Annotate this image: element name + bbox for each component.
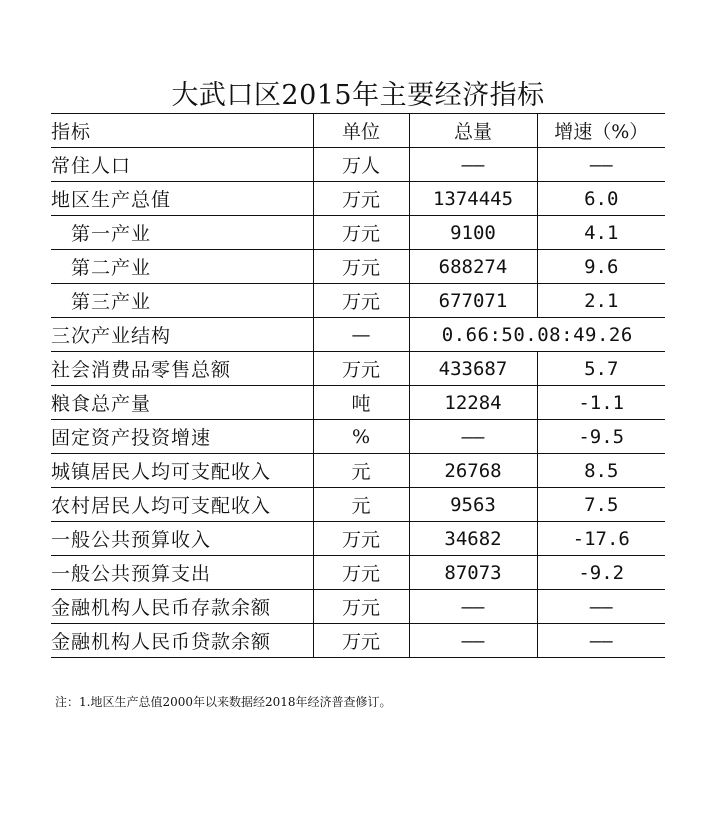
table-row — [51, 590, 665, 624]
page-title: 大武口区2015年主要经济指标 — [171, 80, 545, 111]
table-row — [51, 250, 665, 284]
row-total: 9100 — [409, 216, 537, 250]
row-unit: 万元 — [313, 522, 409, 556]
table-row — [51, 454, 665, 488]
header-indicator: 指标 — [51, 114, 313, 148]
row-growth: 2.1 — [537, 284, 665, 318]
row-unit: 万元 — [313, 352, 409, 386]
row-unit: 万元 — [313, 216, 409, 250]
row-unit: 万元 — [313, 556, 409, 590]
row-total: 688274 — [409, 250, 537, 284]
row-unit: 万元 — [313, 284, 409, 318]
row-unit: 万元 — [313, 182, 409, 216]
row-name: 第一产业 — [51, 216, 313, 250]
table-row — [51, 420, 665, 454]
row-unit: 元 — [313, 454, 409, 488]
row-unit: 吨 — [313, 386, 409, 420]
row-total: —— — [409, 148, 537, 182]
table-header-row — [51, 114, 665, 148]
row-total: 1374445 — [409, 182, 537, 216]
row-name: 常住人口 — [51, 148, 313, 182]
row-growth: 6.0 — [537, 182, 665, 216]
row-growth: 7.5 — [537, 488, 665, 522]
table-row — [51, 284, 665, 318]
row-total: 34682 — [409, 522, 537, 556]
row-name: 固定资产投资增速 — [51, 420, 313, 454]
header-total: 总量 — [409, 114, 537, 148]
row-unit: 万元 — [313, 590, 409, 624]
row-total: 12284 — [409, 386, 537, 420]
row-unit: — — [313, 318, 409, 352]
row-unit: % — [313, 420, 409, 454]
table-row — [51, 624, 665, 658]
row-name: 一般公共预算收入 — [51, 522, 313, 556]
row-growth: -17.6 — [537, 522, 665, 556]
row-name: 城镇居民人均可支配收入 — [51, 454, 313, 488]
row-growth: —— — [537, 148, 665, 182]
table-row — [51, 148, 665, 182]
row-growth: —— — [537, 624, 665, 658]
row-name: 地区生产总值 — [51, 182, 313, 216]
row-total: 9563 — [409, 488, 537, 522]
row-name: 一般公共预算支出 — [51, 556, 313, 590]
row-name: 金融机构人民币存款余额 — [51, 590, 313, 624]
header-unit: 单位 — [313, 114, 409, 148]
table-row — [51, 352, 665, 386]
row-name: 粮食总产量 — [51, 386, 313, 420]
economic-indicators-table — [51, 113, 665, 658]
row-unit: 万人 — [313, 148, 409, 182]
row-total: 26768 — [409, 454, 537, 488]
row-name: 农村居民人均可支配收入 — [51, 488, 313, 522]
row-unit: 元 — [313, 488, 409, 522]
row-growth: -9.5 — [537, 420, 665, 454]
industry-structure-ratio: 0.66:50.08:49.26 — [409, 318, 665, 352]
row-growth: 4.1 — [537, 216, 665, 250]
row-unit: 万元 — [313, 624, 409, 658]
row-total: —— — [409, 420, 537, 454]
row-total: —— — [409, 590, 537, 624]
table-row — [51, 182, 665, 216]
row-growth: 5.7 — [537, 352, 665, 386]
table-row — [51, 556, 665, 590]
row-name: 第三产业 — [51, 284, 313, 318]
table-row — [51, 216, 665, 250]
row-growth: -1.1 — [537, 386, 665, 420]
row-name: 金融机构人民币贷款余额 — [51, 624, 313, 658]
header-growth: 增速（%） — [537, 114, 665, 148]
row-name: 第二产业 — [51, 250, 313, 284]
row-growth: —— — [537, 590, 665, 624]
row-name: 三次产业结构 — [51, 318, 313, 352]
table-row — [51, 318, 665, 352]
row-growth: 8.5 — [537, 454, 665, 488]
row-unit: 万元 — [313, 250, 409, 284]
row-name: 社会消费品零售总额 — [51, 352, 313, 386]
row-total: —— — [409, 624, 537, 658]
row-growth: 9.6 — [537, 250, 665, 284]
row-growth: -9.2 — [537, 556, 665, 590]
row-total: 677071 — [409, 284, 537, 318]
row-total: 87073 — [409, 556, 537, 590]
footnote: 注：1.地区生产总值2000年以来数据经2018年经济普查修订。 — [55, 695, 392, 709]
table-row — [51, 488, 665, 522]
table-row — [51, 522, 665, 556]
row-total: 433687 — [409, 352, 537, 386]
table-row — [51, 386, 665, 420]
